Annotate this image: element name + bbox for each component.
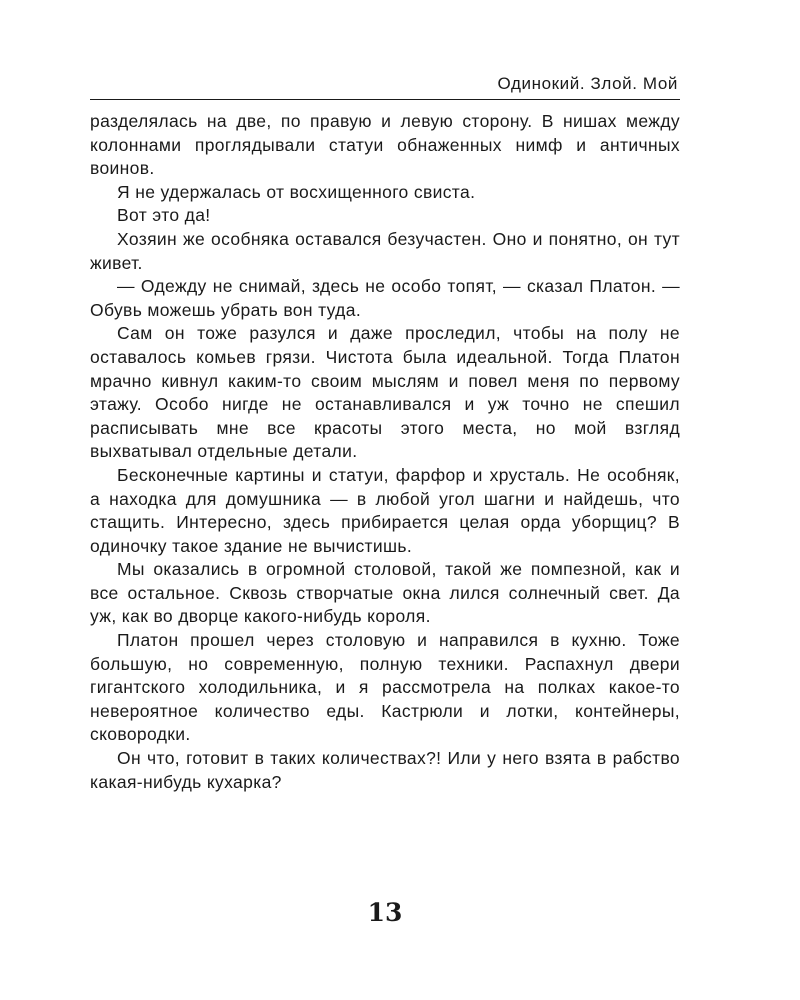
page-number: 13	[367, 898, 403, 927]
running-header: Одинокий. Злой. Мой	[497, 74, 678, 93]
paragraph: Он что, готовит в таких количествах?! Или у него взята в рабство какая-нибудь кухарка?	[90, 748, 680, 792]
paragraph: Бесконечные картины и статуи, фарфор и хрусталь. Не особняк, а находка для домушника — в любой угол шагни и найдешь, что стащить. Интересно, здесь прибирается целая орда уборщиц? В одиночку такое здание не вычистишь.	[90, 464, 680, 556]
body-text	[90, 110, 680, 794]
paragraph: Хозяин же особняка оставался безучастен. Оно и понятно, он тут живет.	[90, 228, 680, 273]
paragraph: — Одежду не снимай, здесь не особо топят, — сказал Платон. — Обувь можешь убрать вон туда.	[90, 276, 680, 320]
paragraph: Мы оказались в огромной столовой, такой же помпезной, как и все остальное. Сквозь створчатые окна лился солнечный свет. Да уж, как во дворце какого-нибудь короля.	[90, 559, 680, 627]
paragraph: Вот это да!	[117, 205, 211, 226]
paragraph: Сам он тоже разулся и даже проследил, чтобы на полу не оставалось комьев грязи. Чистота была идеальной. Тогда Платон мрачно кивнул каким-то своим мыслям и повел меня по первому этажу. Особо нигде не останавливался и уж точно не спешил расписывать мне все красоты этого места, но мой взгляд выхватывал отдельные детали.	[90, 323, 680, 462]
paragraph: разделялась на две, по правую и левую сторону. В нишах между колоннами проглядывали статуи обнаженных нимф и античных воинов.	[90, 111, 680, 179]
paragraph: Я не удержалась от восхищенного свиста.	[117, 181, 476, 202]
header-rule	[90, 99, 680, 100]
paragraph: Платон прошел через столовую и направился в кухню. Тоже большую, но современную, полную техники. Распахнул двери гигантского холодильника, и я рассмотрела на полках какое-то невероятное количество еды. Кастрюли и лотки, контейнеры, сковородки.	[90, 630, 680, 745]
